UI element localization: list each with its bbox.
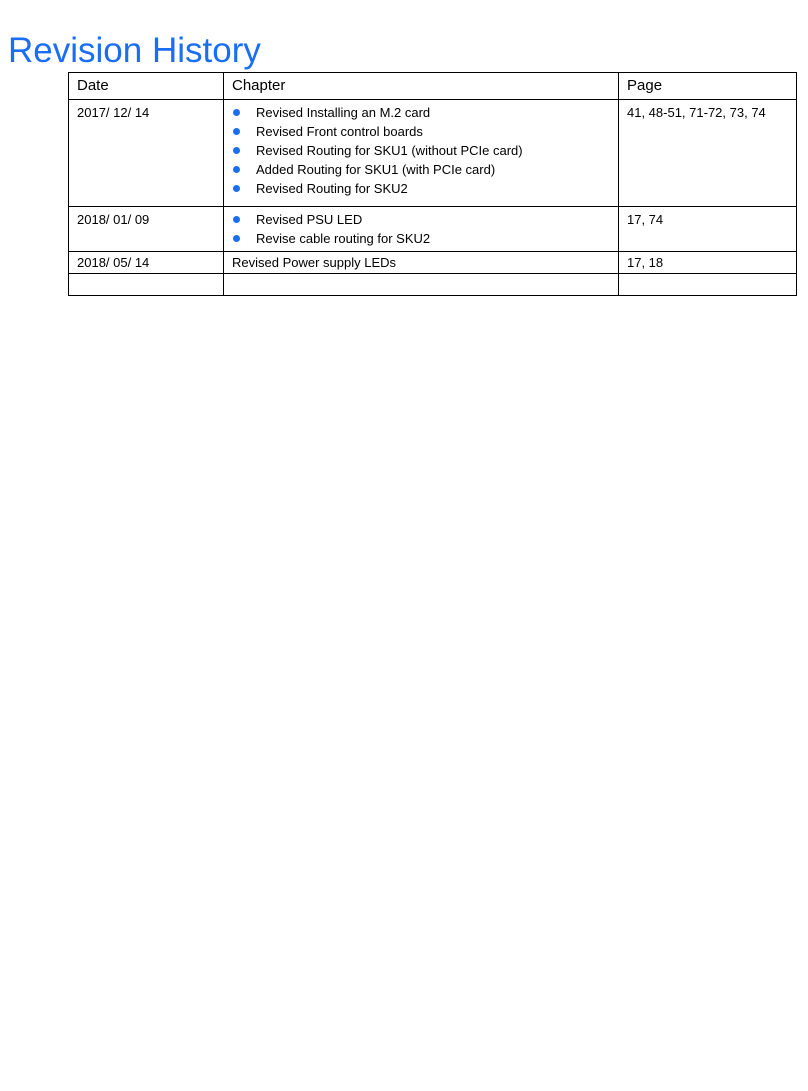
- bullet-icon: [233, 216, 240, 223]
- table-row: [69, 207, 797, 252]
- date-cell: 2018/ 01/ 09: [69, 207, 224, 252]
- date-cell: 2018/ 05/ 14: [69, 252, 224, 274]
- chapter-bullet-item: [232, 210, 610, 229]
- chapter-bullet-item: [232, 141, 610, 160]
- chapter-bullet-text: Revised Installing an M.2 card: [256, 105, 431, 120]
- table-header-row: [69, 73, 797, 100]
- chapter-bullet-item: [232, 122, 610, 141]
- chapter-bullet-text: Revised PSU LED: [256, 212, 363, 227]
- page-title: Revision History: [8, 31, 261, 70]
- page-cell: 17, 18: [619, 252, 797, 274]
- table-row: [69, 100, 797, 207]
- table-row-empty: [69, 274, 797, 296]
- chapter-bullet-text: Revised Routing for SKU2: [256, 181, 408, 196]
- chapter-bullet-list: [232, 103, 610, 198]
- bullet-icon: [233, 128, 240, 135]
- chapter-bullet-text: Revise cable routing for SKU2: [256, 231, 431, 246]
- chapter-cell: [224, 274, 619, 296]
- revision-history-table: [68, 72, 797, 296]
- chapter-bullet-text: Added Routing for SKU1 (with PCIe card): [256, 162, 496, 177]
- bullet-icon: [233, 147, 240, 154]
- page-cell: 17, 74: [619, 207, 797, 252]
- chapter-bullet-text: Revised Routing for SKU1 (without PCIe card): [256, 143, 523, 158]
- table-row: [69, 252, 797, 274]
- chapter-cell: [224, 207, 619, 252]
- chapter-cell: [224, 100, 619, 207]
- bullet-icon: [233, 185, 240, 192]
- bullet-icon: [233, 166, 240, 173]
- bullet-icon: [233, 235, 240, 242]
- date-cell: 2017/ 12/ 14: [69, 100, 224, 207]
- chapter-bullet-item: [232, 229, 610, 248]
- page-cell: [619, 274, 797, 296]
- page-cell: 41, 48-51, 71-72, 73, 74: [619, 100, 797, 207]
- chapter-cell: Revised Power supply LEDs: [224, 252, 619, 274]
- column-header-date: Date: [69, 73, 224, 100]
- date-cell: [69, 274, 224, 296]
- bullet-icon: [233, 109, 240, 116]
- column-header-chapter: Chapter: [224, 73, 619, 100]
- chapter-bullet-item: [232, 179, 610, 198]
- chapter-bullet-item: [232, 103, 610, 122]
- chapter-bullet-text: Revised Front control boards: [256, 124, 423, 139]
- chapter-bullet-list: [232, 210, 610, 248]
- chapter-bullet-item: [232, 160, 610, 179]
- column-header-page: Page: [619, 73, 797, 100]
